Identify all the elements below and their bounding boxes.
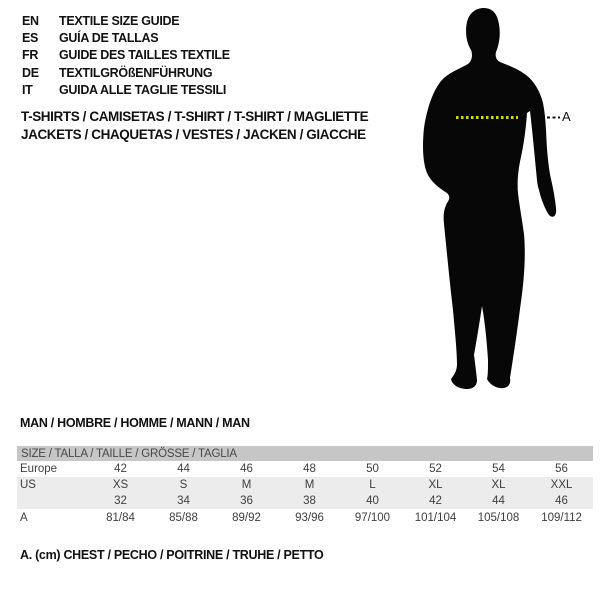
row-label: Europe	[20, 463, 58, 475]
size-cell: L	[369, 479, 376, 491]
size-cell: 38	[303, 495, 316, 507]
language-code: IT	[22, 82, 33, 97]
language-text: TEXTILGRÖßENFÜHRUNG	[59, 65, 213, 80]
size-cell: XS	[112, 479, 129, 491]
section-title: MAN / HOMBRE / HOMME / MANN / MAN	[20, 416, 250, 430]
size-cell: XL	[491, 479, 506, 491]
size-cell: 97/100	[354, 512, 391, 524]
size-cell: 101/104	[414, 512, 457, 524]
footnote: A. (cm) CHEST / PECHO / POITRINE / TRUHE / PETTO	[20, 548, 324, 562]
size-cell: 56	[555, 463, 568, 475]
category-line-jackets: JACKETS / CHAQUETAS / VESTES / JACKEN / GIACCHE	[21, 126, 366, 142]
table-row-us	[17, 477, 593, 493]
size-cell: M	[241, 479, 252, 491]
language-text: GUÍA DE TALLAS	[59, 31, 159, 46]
size-cell: XXL	[550, 479, 573, 491]
size-cell: 50	[366, 463, 379, 475]
size-cell: 36	[240, 495, 253, 507]
size-cell: S	[179, 479, 188, 491]
size-cell: 32	[114, 495, 127, 507]
size-cell: 42	[429, 495, 442, 507]
size-cell: 52	[429, 463, 442, 475]
size-cell: 93/96	[295, 512, 324, 524]
size-cell: 44	[492, 495, 505, 507]
size-cell: 46	[240, 463, 253, 475]
language-text: TEXTILE SIZE GUIDE	[59, 14, 180, 28]
size-table-header-row	[17, 446, 593, 461]
size-cell: 46	[555, 495, 568, 507]
size-cell: 42	[114, 463, 127, 475]
size-cell: 44	[177, 463, 190, 475]
size-cell: 85/88	[169, 512, 198, 524]
size-cell: 81/84	[106, 512, 135, 524]
size-cell: 54	[492, 463, 505, 475]
size-cell: M	[304, 479, 315, 491]
language-code: ES	[22, 31, 39, 46]
row-label: A	[20, 512, 28, 524]
language-text: GUIDE DES TAILLES TEXTILE	[59, 48, 230, 63]
size-table	[17, 446, 593, 527]
measure-label-a: A	[562, 109, 571, 124]
row-label: US	[20, 479, 36, 491]
category-line-tshirts: T-SHIRTS / CAMISETAS / T-SHIRT / T-SHIRT / MAGLIETTE	[21, 109, 369, 124]
size-cell: 109/112	[541, 512, 582, 524]
language-code: DE	[22, 65, 39, 80]
size-cell: 34	[177, 495, 190, 507]
size-cell: XL	[428, 479, 443, 491]
size-cell: 105/108	[477, 512, 520, 524]
size-cell: 48	[303, 463, 316, 475]
language-code: EN	[22, 14, 39, 28]
size-cell: 89/92	[232, 512, 261, 524]
size-table-header: SIZE / TALLA / TAILLE / GRÖSSE / TAGLIA	[17, 446, 593, 461]
row-label	[17, 493, 89, 509]
language-code: FR	[22, 48, 39, 63]
size-cell: 40	[366, 495, 379, 507]
language-text: GUIDA ALLE TAGLIE TESSILI	[59, 82, 227, 97]
table-row-europe	[17, 461, 593, 477]
man-silhouette	[423, 8, 556, 389]
table-row-us-numeric	[17, 493, 593, 509]
table-row-chest-a	[17, 509, 593, 527]
